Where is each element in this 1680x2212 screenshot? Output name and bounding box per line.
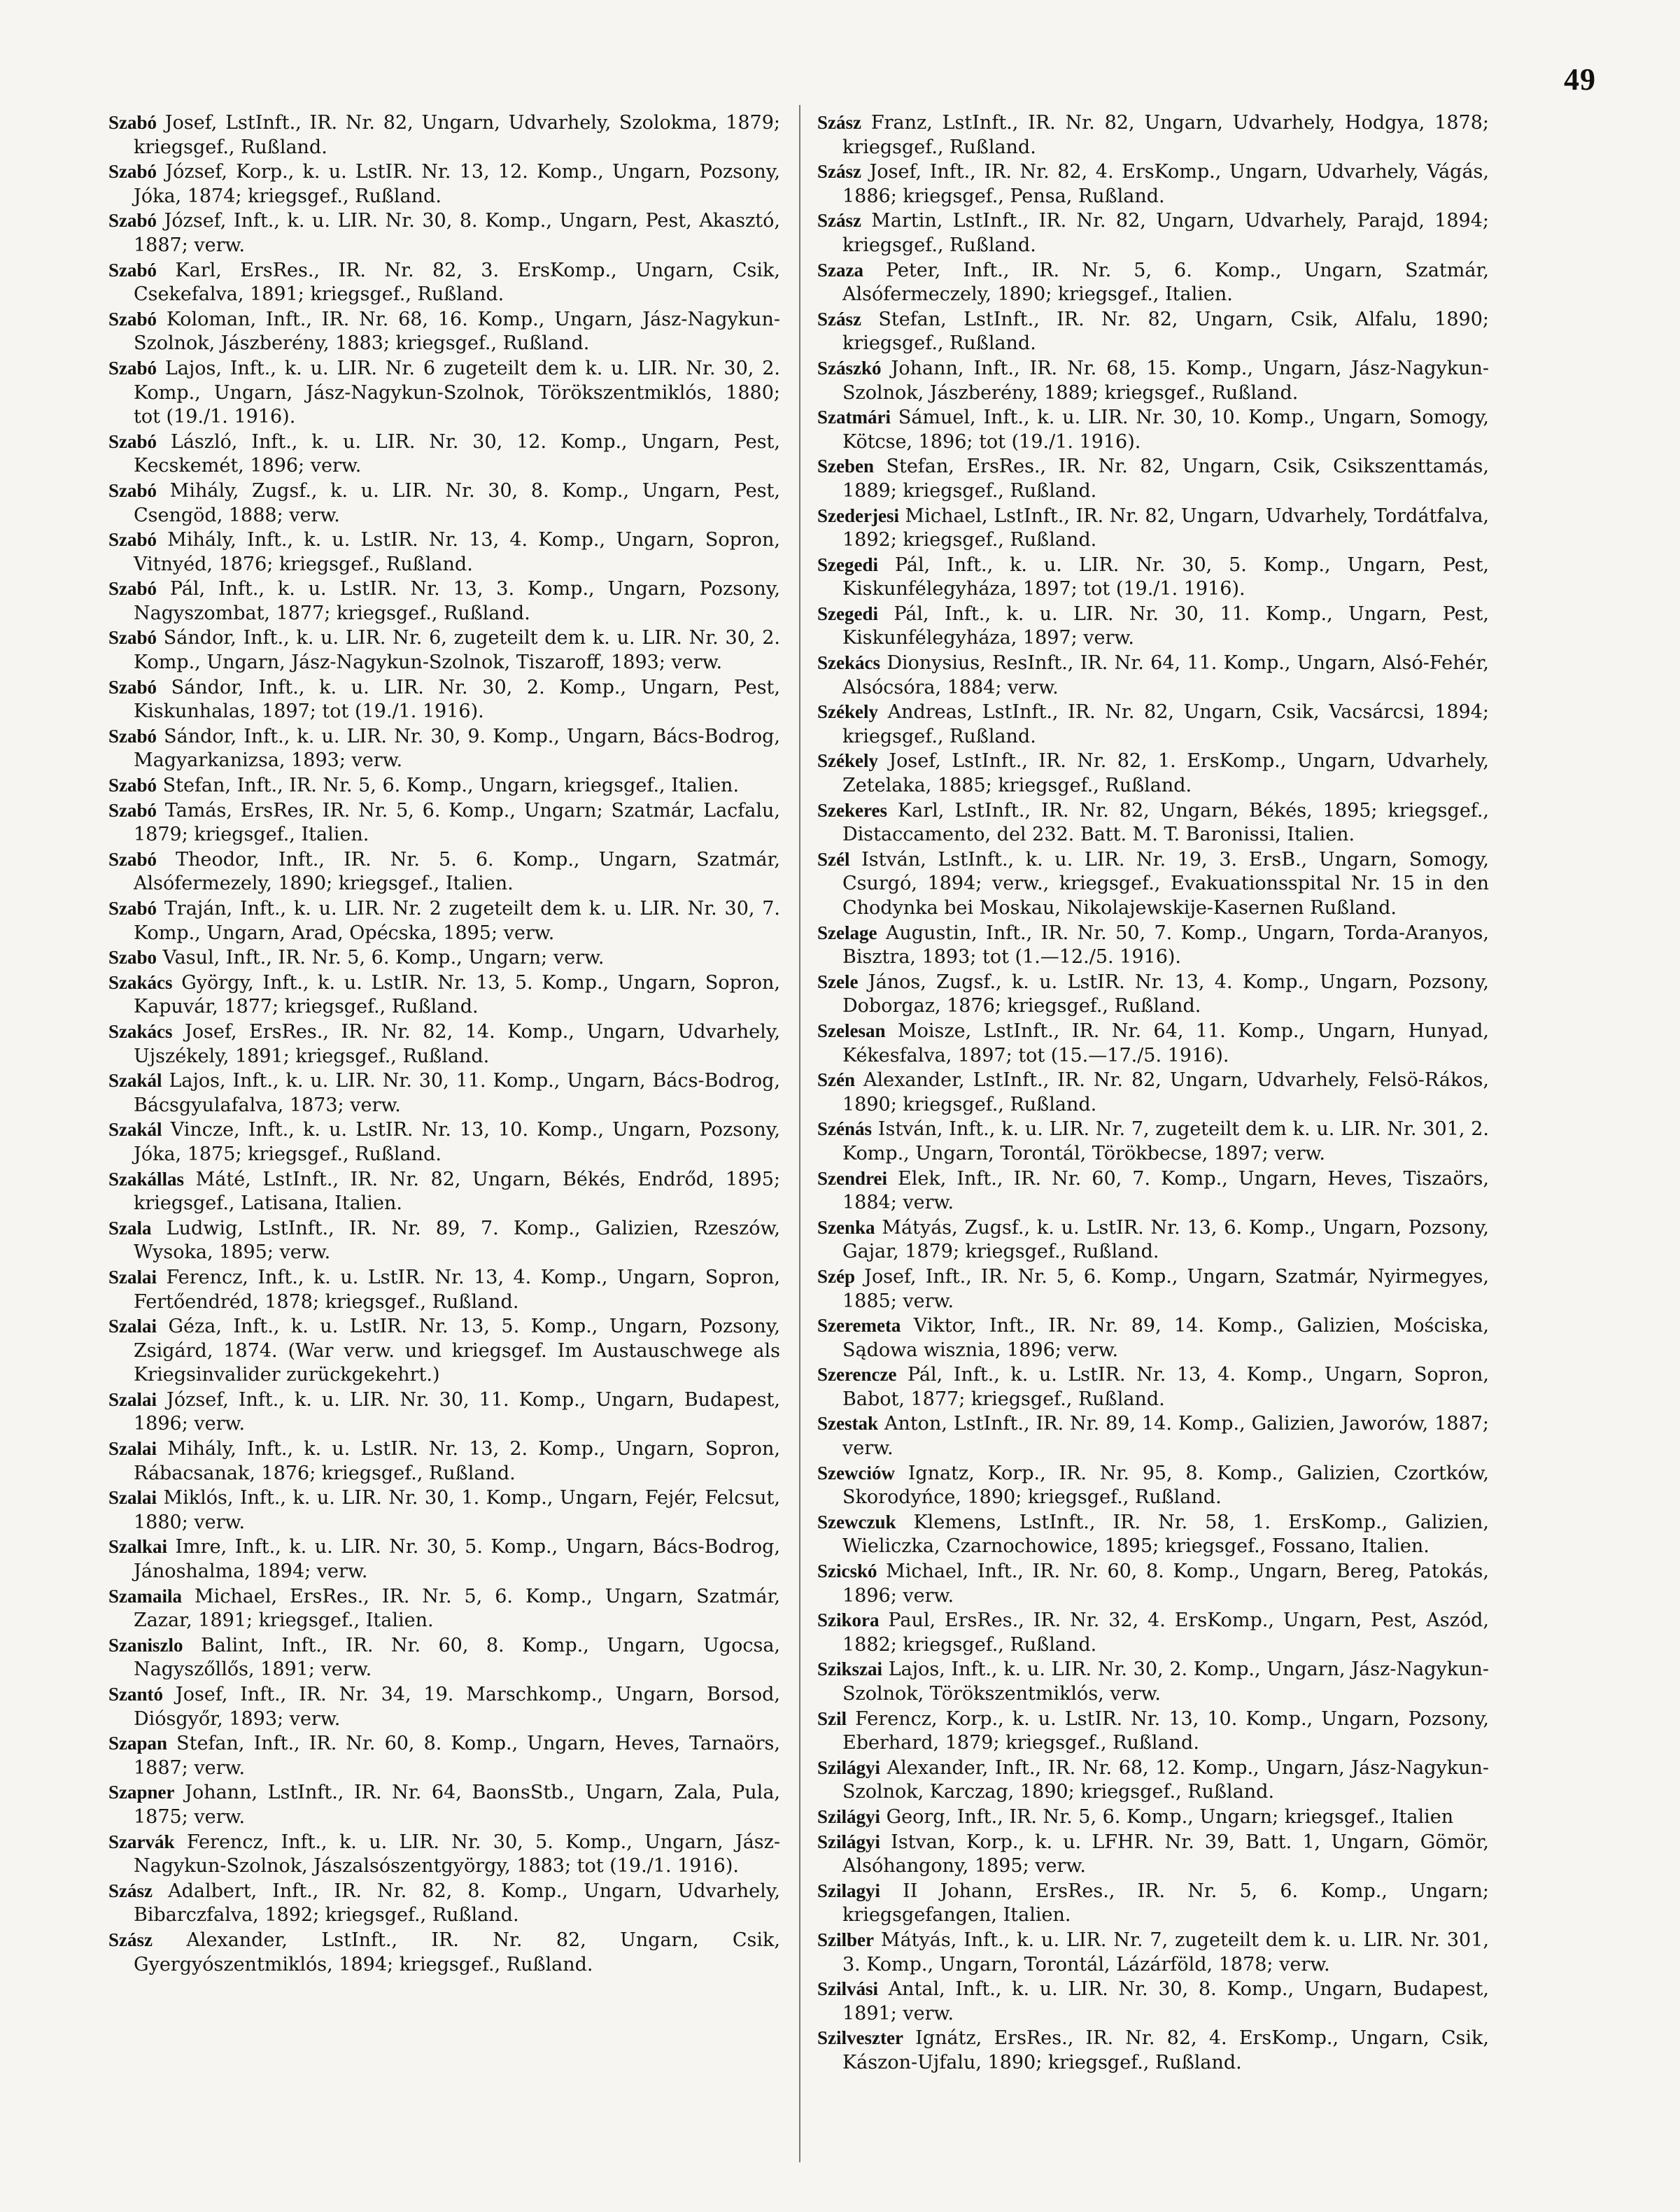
register-entry xyxy=(817,1461,1489,1510)
register-entry xyxy=(817,651,1489,700)
entry-surname: Szatmári xyxy=(817,407,891,428)
register-entry xyxy=(108,1879,780,1928)
register-entry xyxy=(108,1682,780,1731)
register-entry xyxy=(108,1780,780,1829)
entry-surname: Szabó xyxy=(108,725,157,747)
entry-details: Stefan, Inft., IR. Nr. 5, 6. Komp., Ungarn, kriegsgef., Italien. xyxy=(157,775,740,797)
entry-surname: Szászkó xyxy=(817,357,882,379)
entry-details: Elek, Inft., IR. Nr. 60, 7. Komp., Ungarn, Heves, Tiszaörs, 1884; verw. xyxy=(842,1167,1489,1214)
page-number: 49 xyxy=(1564,62,1596,97)
register-entry xyxy=(108,577,780,626)
entry-details: Stefan, Inft., IR. Nr. 60, 8. Komp., Ungarn, Heves, Tarnaörs, 1887; verw. xyxy=(134,1733,780,1779)
register-entry xyxy=(817,356,1489,405)
entry-details: József, Korp., k. u. LstIR. Nr. 13, 12. Komp., Ungarn, Pozsony, Jóka, 1874; kriegsgef., Rußland. xyxy=(134,161,780,207)
register-entry xyxy=(817,553,1489,602)
register-entry xyxy=(817,1019,1489,1068)
register-entry xyxy=(108,1633,780,1682)
entry-details: Alexander, LstInft., IR. Nr. 82, Ungarn, Csik, Gyergyószentmiklós, 1894; kriegsgef., Rußland. xyxy=(134,1929,780,1975)
entry-surname: Szegedi xyxy=(817,603,878,624)
entry-surname: Szelesan xyxy=(817,1020,886,1041)
register-entry xyxy=(817,1264,1489,1313)
entry-details: György, Inft., k. u. LstIR. Nr. 13, 5. Komp., Ungarn, Sopron, Kapuvár, 1877; kriegsgef., Rußland. xyxy=(134,971,780,1018)
entry-details: Mihály, Inft., k. u. LstIR. Nr. 13, 4. Komp., Ungarn, Sopron, Vitnyéd, 1876; kriegsgef., Rußland. xyxy=(134,529,780,575)
entry-surname: Szaniszlo xyxy=(108,1634,183,1656)
entry-details: Andreas, LstInft., IR. Nr. 82, Ungarn, Csik, Vacsárcsi, 1894; kriegsgef., Rußland. xyxy=(842,701,1489,747)
entry-surname: Szilvási xyxy=(817,1978,879,2000)
entry-details: Koloman, Inft., IR. Nr. 68, 16. Komp., Ungarn, Jász-Nagykun-Szolnok, Jászberény, 1883; kriegsgef., Rußland. xyxy=(134,308,780,355)
entry-surname: Szalai xyxy=(108,1266,157,1288)
entry-surname: Szamaila xyxy=(108,1585,182,1607)
register-entry xyxy=(108,1928,780,1977)
entry-details: Augustin, Inft., IR. Nr. 50, 7. Komp., Ungarn, Torda-Aranyos, Bisztra, 1893; tot (1.—12./5. 1916). xyxy=(842,922,1489,968)
register-entry xyxy=(817,1830,1489,1879)
entry-details: Mihály, Inft., k. u. LstIR. Nr. 13, 2. Komp., Ungarn, Sopron, Rábacsanak, 1876; kriegsgef., Rußland. xyxy=(134,1438,780,1484)
entry-details: Géza, Inft., k. u. LstIR. Nr. 13, 5. Komp., Ungarn, Pozsony, Zsigárd, 1874. (War verw. und kriegsgef. Im Austauschwege als Kriegsinvalider zurückgekehrt.) xyxy=(134,1316,780,1386)
entry-details: Martin, LstInft., IR. Nr. 82, Ungarn, Udvarhely, Parajd, 1894; kriegsgef., Rußland. xyxy=(842,210,1489,256)
entry-details: Johann, LstInft., IR. Nr. 64, BaonsStb., Ungarn, Zala, Pula, 1875; verw. xyxy=(134,1782,780,1828)
entry-surname: Szabó xyxy=(108,529,157,551)
entry-surname: Szerencze xyxy=(817,1364,897,1386)
entry-surname: Szabó xyxy=(108,775,157,796)
register-entry xyxy=(817,921,1489,970)
entry-details: Ferencz, Korp., k. u. LstIR. Nr. 13, 10. Komp., Ungarn, Pozsony, Eberhard, 1879; kriegsgef., Rußland. xyxy=(842,1707,1489,1754)
entry-surname: Szilveszter xyxy=(817,2027,903,2049)
entry-surname: Szabó xyxy=(108,676,157,698)
entry-surname: Székely xyxy=(817,701,878,723)
entry-details: Ignatz, Korp., IR. Nr. 95, 8. Komp., Galizien, Czortków, Skorodyńce, 1890; kriegsgef., Rußland. xyxy=(842,1462,1489,1509)
register-entry xyxy=(108,1437,780,1486)
entry-surname: Szakács xyxy=(108,1020,173,1042)
entry-surname: Szilágyi xyxy=(817,1805,881,1827)
register-entry xyxy=(817,209,1489,258)
entry-details: Viktor, Inft., IR. Nr. 89, 14. Komp., Galizien, Mościska, Sądowa wisznia, 1896; verw. xyxy=(842,1315,1489,1361)
entry-details: Istvan, Korp., k. u. LFHR. Nr. 39, Batt. 1, Ungarn, Gömör, Alsóhangony, 1895; verw. xyxy=(842,1831,1489,1878)
register-entry xyxy=(108,528,780,577)
register-entry xyxy=(817,1928,1489,1977)
entry-surname: Szalai xyxy=(108,1388,157,1410)
entry-surname: Szabó xyxy=(108,161,157,183)
entry-details: Pál, Inft., k. u. LIR. Nr. 30, 5. Komp., Ungarn, Pest, Kiskunfélegyháza, 1897; tot (19./1. 1916). xyxy=(842,554,1489,600)
entry-details: Josef, LstInft., IR. Nr. 82, Ungarn, Udvarhely, Szolokma, 1879; kriegsgef., Rußland. xyxy=(134,112,780,158)
register-entry xyxy=(817,160,1489,209)
entry-surname: Szabó xyxy=(108,898,157,919)
register-entry xyxy=(108,1314,780,1388)
register-entry xyxy=(108,945,780,971)
entry-details: Peter, Inft., IR. Nr. 5, 6. Komp., Ungarn, Szatmár, Alsófermeczely, 1890; kriegsgef., Italien. xyxy=(842,259,1489,306)
register-entry xyxy=(108,356,780,430)
register-entry xyxy=(108,1167,780,1216)
entry-surname: Szalkai xyxy=(108,1536,168,1558)
entry-details: Pál, Inft., k. u. LIR. Nr. 30, 11. Komp., Ungarn, Pest, Kiskunfélegyháza, 1897; verw. xyxy=(842,603,1489,649)
register-entry xyxy=(817,1707,1489,1756)
entry-details: Sándor, Inft., k. u. LIR. Nr. 6, zugeteilt dem k. u. LIR. Nr. 30, 2. Komp., Ungarn, Jász-Nagykun-Szolnok, Tiszaroff, 1893; verw. xyxy=(134,627,780,674)
register-entry xyxy=(108,971,780,1020)
register-entry xyxy=(108,1216,780,1265)
entry-details: Máté, LstInft., IR. Nr. 82, Ungarn, Békés, Endrőd, 1895; kriegsgef., Latisana, Italien. xyxy=(134,1168,780,1215)
register-entry xyxy=(817,1167,1489,1216)
entry-details: Moisze, LstInft., IR. Nr. 64, 11. Komp., Ungarn, Hunyad, Kékesfalva, 1897; tot (15.—17./5. 1916). xyxy=(842,1020,1489,1066)
entry-surname: Szestak xyxy=(817,1413,878,1435)
entry-surname: Szilagyi xyxy=(817,1880,881,1901)
register-entry xyxy=(108,773,780,798)
entry-surname: Szapner xyxy=(108,1782,175,1803)
entry-details: Vincze, Inft., k. u. LstIR. Nr. 13, 10. Komp., Ungarn, Pozsony, Jóka, 1875; kriegsgef., Rußland. xyxy=(134,1119,780,1165)
entry-surname: Szele xyxy=(817,971,859,992)
entry-surname: Szabó xyxy=(108,357,157,379)
entry-details: István, LstInft., k. u. LIR. Nr. 19, 3. ErsB., Ungarn, Somogy, Csurgó, 1894; verw., kriegsgef., Evakuationsspital Nr. 15 in den Chodynka bei Moskau, Nikolajewskije-Kasernen Rußland. xyxy=(842,848,1489,919)
register-entry xyxy=(817,504,1489,553)
register-entry xyxy=(108,307,780,356)
entry-details: Theodor, Inft., IR. Nr. 5. 6. Komp., Ungarn, Szatmár, Alsófermezely, 1890; kriegsgef., Italien. xyxy=(134,848,780,895)
register-entry xyxy=(108,1535,780,1584)
register-entry xyxy=(108,724,780,773)
column-divider xyxy=(799,105,800,2162)
register-entry xyxy=(108,1118,780,1167)
register-entry xyxy=(817,1608,1489,1657)
register-entry xyxy=(817,111,1489,160)
entry-details: II Johann, ErsRes., IR. Nr. 5, 6. Komp., Ungarn; kriegsgefangen, Italien. xyxy=(842,1880,1489,1926)
entry-surname: Szeben xyxy=(817,456,874,477)
entry-surname: Szakács xyxy=(108,971,173,993)
entry-surname: Szederjesi xyxy=(817,505,899,526)
register-entry xyxy=(108,209,780,258)
register-entry xyxy=(817,1313,1489,1362)
entry-details: Traján, Inft., k. u. LIR. Nr. 2 zugeteilt dem k. u. LIR. Nr. 30, 7. Komp., Ungarn, Arad, Opécska, 1895; verw. xyxy=(134,898,780,944)
register-entry xyxy=(817,2026,1489,2075)
register-entry xyxy=(108,1265,780,1314)
register-entry xyxy=(817,1657,1489,1706)
register-entry xyxy=(108,675,780,724)
register-entry xyxy=(108,798,780,847)
register-entry xyxy=(817,700,1489,749)
register-entry xyxy=(817,1362,1489,1411)
entry-details: Michael, LstInft., IR. Nr. 82, Ungarn, Udvarhely, Tordátfalva, 1892; kriegsgef., Rußland. xyxy=(842,505,1489,551)
register-entry xyxy=(817,1805,1489,1830)
entry-details: Imre, Inft., k. u. LIR. Nr. 30, 5. Komp., Ungarn, Bács-Bodrog, Jánoshalma, 1894; verw. xyxy=(134,1536,780,1583)
entry-details: Lajos, Inft., k. u. LIR. Nr. 30, 2. Komp., Ungarn, Jász-Nagykun-Szolnok, Törökszentmiklós, verw. xyxy=(842,1658,1489,1705)
entry-details: Stefan, LstInft., IR. Nr. 82, Ungarn, Csik, Alfalu, 1890; kriegsgef., Rußland. xyxy=(842,308,1489,355)
entry-surname: Szász xyxy=(817,210,861,232)
register-entry xyxy=(108,160,780,209)
entry-details: Stefan, ErsRes., IR. Nr. 82, Ungarn, Csik, Csikszenttamás, 1889; kriegsgef., Rußland. xyxy=(842,456,1489,502)
register-entry xyxy=(817,749,1489,798)
entry-details: Alexander, LstInft., IR. Nr. 82, Ungarn, Udvarhely, Felsö-Rákos, 1890; kriegsgef., Rußland. xyxy=(842,1069,1489,1115)
entry-details: Anton, LstInft., IR. Nr. 89, 14. Komp., Galizien, Jaworów, 1887; verw. xyxy=(842,1413,1489,1460)
entry-details: Mátyás, Zugsf., k. u. LstIR. Nr. 13, 6. Komp., Ungarn, Pozsony, Gajar, 1879; kriegsgef., Rußland. xyxy=(842,1216,1489,1263)
entry-details: János, Zugsf., k. u. LstIR. Nr. 13, 4. Komp., Ungarn, Pozsony, Doborgaz, 1876; kriegsgef., Rußland. xyxy=(842,971,1489,1017)
entry-surname: Szász xyxy=(108,1880,153,1901)
register-entry xyxy=(108,847,780,896)
entry-surname: Szakál xyxy=(108,1070,162,1092)
entry-details: Franz, LstInft., IR. Nr. 82, Ungarn, Udvarhely, Hodgya, 1878; kriegsgef., Rußland. xyxy=(842,112,1489,158)
register-entry xyxy=(108,1830,780,1879)
entry-surname: Szendrei xyxy=(817,1167,887,1189)
entry-details: Josef, Inft., IR. Nr. 5, 6. Komp., Ungarn, Szatmár, Nyirmegyes, 1885; verw. xyxy=(842,1265,1489,1312)
entry-details: Sámuel, Inft., k. u. LIR. Nr. 30, 10. Komp., Ungarn, Somogy, Kötcse, 1896; tot (19./1. 1916). xyxy=(842,407,1489,453)
register-entry xyxy=(108,626,780,675)
entry-surname: Szász xyxy=(817,308,861,330)
right-column xyxy=(817,111,1489,2182)
entry-details: József, Inft., k. u. LIR. Nr. 30, 8. Komp., Ungarn, Pest, Akasztó, 1887; verw. xyxy=(134,210,780,256)
entry-surname: Szabó xyxy=(108,430,157,452)
entry-surname: Szakállas xyxy=(108,1168,185,1190)
entry-details: Alexander, Inft., IR. Nr. 68, 12. Komp., Ungarn, Jász-Nagykun-Szolnok, Karczag, 1890; kriegsgef., Rußland. xyxy=(842,1756,1489,1803)
entry-surname: Szép xyxy=(817,1265,855,1287)
entry-details: Klemens, LstInft., IR. Nr. 58, 1. ErsKomp., Galizien, Wieliczka, Czarnochowice, 1895; kriegsgef., Fossano, Italien. xyxy=(842,1511,1489,1558)
register-entry xyxy=(817,1068,1489,1117)
entry-surname: Szarvák xyxy=(108,1831,175,1852)
register-entry xyxy=(108,479,780,528)
entry-details: Karl, ErsRes., IR. Nr. 82, 3. ErsKomp., Ungarn, Csik, Csekefalva, 1891; kriegsgef., Rußland. xyxy=(134,259,780,306)
entry-surname: Szénás xyxy=(817,1118,873,1140)
entry-details: Pál, Inft., k. u. LstIR. Nr. 13, 3. Komp., Ungarn, Pozsony, Nagyszombat, 1877; kriegsgef., Rußland. xyxy=(134,578,780,624)
entry-details: Vasul, Inft., IR. Nr. 5, 6. Komp., Ungarn; verw. xyxy=(157,947,605,969)
entry-surname: Szekács xyxy=(817,652,880,674)
entry-details: Tamás, ErsRes, IR. Nr. 5, 6. Komp., Ungarn; Szatmár, Lacfalu, 1879; kriegsgef., Italien. xyxy=(134,799,780,846)
entry-details: Ludwig, LstInft., IR. Nr. 89, 7. Komp., Galizien, Rzeszów, Wysoka, 1895; verw. xyxy=(134,1217,780,1264)
entry-details: Josef, Inft., IR. Nr. 34, 19. Marschkomp., Ungarn, Borsod, Diósgyőr, 1893; verw. xyxy=(134,1684,780,1730)
entry-surname: Szilágyi xyxy=(817,1756,881,1778)
entry-details: Mihály, Zugsf., k. u. LIR. Nr. 30, 8. Komp., Ungarn, Pest, Csengöd, 1888; verw. xyxy=(134,479,780,526)
register-entry xyxy=(817,1216,1489,1264)
entry-surname: Szikszai xyxy=(817,1658,883,1680)
entry-details: Ignátz, ErsRes., IR. Nr. 82, 4. ErsKomp., Ungarn, Csik, Kászon-Ujfalu, 1890; kriegsgef., Rußland. xyxy=(842,2027,1489,2073)
entry-details: Ferencz, Inft., k. u. LIR. Nr. 30, 5. Komp., Ungarn, Jász-Nagykun-Szolnok, Jászalsószentgyörgy, 1883; tot (19./1. 1916). xyxy=(134,1831,780,1878)
entry-surname: Szabó xyxy=(108,848,157,870)
register-entry xyxy=(108,430,780,479)
entry-details: József, Inft., k. u. LIR. Nr. 30, 11. Komp., Ungarn, Budapest, 1896; verw. xyxy=(134,1388,780,1435)
register-entry xyxy=(817,1411,1489,1460)
entry-surname: Szegedi xyxy=(817,554,878,575)
entry-details: Miklós, Inft., k. u. LIR. Nr. 30, 1. Komp., Ungarn, Fejér, Felcsut, 1880; verw. xyxy=(134,1487,780,1533)
entry-surname: Szenka xyxy=(817,1216,875,1238)
entry-surname: Szewczuk xyxy=(817,1511,896,1533)
entry-surname: Szewciów xyxy=(817,1462,895,1484)
register-entry xyxy=(817,307,1489,356)
entry-details: Michael, ErsRes., IR. Nr. 5, 6. Komp., Ungarn, Szatmár, Zazar, 1891; kriegsgef., Italien. xyxy=(134,1585,780,1632)
register-entry xyxy=(817,798,1489,847)
entry-details: Lajos, Inft., k. u. LIR. Nr. 6 zugeteilt dem k. u. LIR. Nr. 30, 2. Komp., Ungarn, Jász-Nagykun-Szolnok, Törökszentmiklós, 1880; tot (19./1. 1916). xyxy=(134,357,780,428)
entry-surname: Szén xyxy=(817,1069,855,1091)
entry-surname: Szapan xyxy=(108,1733,168,1754)
entry-details: Sándor, Inft., k. u. LIR. Nr. 30, 9. Komp., Ungarn, Bács-Bodrog, Magyarkanizsa, 1893; verw. xyxy=(134,725,780,772)
entry-details: Lajos, Inft., k. u. LIR. Nr. 30, 11. Komp., Ungarn, Bács-Bodrog, Bácsgyulafalva, 1873; verw. xyxy=(134,1070,780,1116)
entry-surname: Szász xyxy=(817,161,861,183)
register-entry xyxy=(108,1731,780,1780)
entry-surname: Szabó xyxy=(108,578,157,600)
entry-details: Mátyás, Inft., k. u. LIR. Nr. 7, zugeteilt dem k. u. LIR. Nr. 301, 3. Komp., Ungarn, Torontál, Lázárföld, 1878; verw. xyxy=(842,1929,1489,1975)
register-entry xyxy=(817,1756,1489,1805)
register-entry xyxy=(817,970,1489,1019)
entry-surname: Szabó xyxy=(108,210,157,232)
register-entry xyxy=(108,258,780,307)
entry-surname: Szabó xyxy=(108,259,157,281)
register-entry xyxy=(817,1879,1489,1928)
entry-surname: Szilber xyxy=(817,1929,874,1950)
entry-surname: Szeremeta xyxy=(817,1315,901,1337)
register-entry xyxy=(817,405,1489,454)
entry-details: Pál, Inft., k. u. LstIR. Nr. 13, 4. Komp., Ungarn, Sopron, Babot, 1877; kriegsgef., Rußland. xyxy=(842,1364,1489,1410)
entry-surname: Szabó xyxy=(108,799,157,821)
entry-surname: Szaza xyxy=(817,259,863,281)
register-entry xyxy=(817,258,1489,307)
entry-surname: Szász xyxy=(108,1929,153,1950)
entry-details: László, Inft., k. u. LIR. Nr. 30, 12. Komp., Ungarn, Pest, Kecskemét, 1896; verw. xyxy=(134,430,780,477)
entry-surname: Szabo xyxy=(108,947,157,968)
entry-surname: Szabó xyxy=(108,627,157,649)
entry-details: István, Inft., k. u. LIR. Nr. 7, zugeteilt dem k. u. LIR. Nr. 301, 2. Komp., Ungarn, Torontál, Törökbecse, 1897; verw. xyxy=(842,1118,1489,1164)
entry-surname: Székely xyxy=(817,750,878,772)
entry-details: Josef, ErsRes., IR. Nr. 82, 14. Komp., Ungarn, Udvarhely, Ujszékely, 1891; kriegsgef., Rußland. xyxy=(134,1020,780,1067)
entry-details: Sándor, Inft., k. u. LIR. Nr. 30, 2. Komp., Ungarn, Pest, Kiskunhalas, 1897; tot (19./1. 1916). xyxy=(134,676,780,723)
register-entry xyxy=(817,454,1489,503)
register-entry xyxy=(108,1020,780,1069)
left-column xyxy=(108,111,780,2182)
entry-surname: Szekeres xyxy=(817,799,887,821)
entry-surname: Szalai xyxy=(108,1438,157,1460)
entry-details: Josef, LstInft., IR. Nr. 82, 1. ErsKomp., Ungarn, Udvarhely, Zetelaka, 1885; kriegsgef., Rußland. xyxy=(842,750,1489,797)
register-entry xyxy=(108,896,780,945)
entry-surname: Szakál xyxy=(108,1119,162,1141)
register-entry xyxy=(817,1977,1489,2026)
entry-surname: Szala xyxy=(108,1217,152,1239)
register-entry xyxy=(817,1559,1489,1608)
register-entry xyxy=(108,1388,780,1437)
entry-details: Karl, LstInft., IR. Nr. 82, Ungarn, Békés, 1895; kriegsgef., Distaccamento, del 232. Batt. M. T. Baronissi, Italien. xyxy=(842,799,1489,846)
register-entry xyxy=(817,602,1489,651)
register-entry xyxy=(108,1584,780,1633)
entry-surname: Szil xyxy=(817,1707,847,1729)
entry-details: Ferencz, Inft., k. u. LstIR. Nr. 13, 4. Komp., Ungarn, Sopron, Fertőendréd, 1878; kriegsgef., Rußland. xyxy=(134,1266,780,1313)
entry-surname: Szabó xyxy=(108,112,157,133)
register-entry xyxy=(108,1069,780,1118)
entry-surname: Szél xyxy=(817,848,850,870)
entry-details: Michael, Inft., IR. Nr. 60, 8. Komp., Ungarn, Bereg, Patokás, 1896; verw. xyxy=(842,1561,1489,1607)
entry-surname: Szalai xyxy=(108,1316,157,1337)
register-entry xyxy=(108,1486,780,1535)
entry-surname: Szász xyxy=(817,112,861,133)
entry-details: Balint, Inft., IR. Nr. 60, 8. Komp., Ungarn, Ugocsa, Nagyszőllős, 1891; verw. xyxy=(134,1634,780,1681)
register-entry xyxy=(817,847,1489,921)
entry-surname: Szalai xyxy=(108,1487,157,1509)
register-entry xyxy=(817,1510,1489,1559)
entry-details: Adalbert, Inft., IR. Nr. 82, 8. Komp., Ungarn, Udvarhely, Bibarczfalva, 1892; kriegsgef., Rußland. xyxy=(134,1880,780,1926)
entry-surname: Szabó xyxy=(108,479,157,501)
entry-surname: Szikora xyxy=(817,1609,880,1631)
entry-details: Antal, Inft., k. u. LIR. Nr. 30, 8. Komp., Ungarn, Budapest, 1891; verw. xyxy=(842,1978,1489,2024)
register-entry xyxy=(817,1117,1489,1166)
register-entry xyxy=(108,111,780,160)
entry-details: Dionysius, ResInft., IR. Nr. 64, 11. Komp., Ungarn, Alsó-Fehér, Alsócsóra, 1884; verw. xyxy=(842,652,1489,698)
entry-surname: Szantó xyxy=(108,1684,164,1705)
entry-details: Josef, Inft., IR. Nr. 82, 4. ErsKomp., Ungarn, Udvarhely, Vágás, 1886; kriegsgef., Pensa, Rußland. xyxy=(842,161,1489,207)
entry-surname: Szicskó xyxy=(817,1561,877,1582)
entry-details: Johann, Inft., IR. Nr. 68, 15. Komp., Ungarn, Jász-Nagykun-Szolnok, Jászberény, 1889; kriegsgef., Rußland. xyxy=(842,357,1489,404)
entry-surname: Szelage xyxy=(817,922,877,943)
entry-details: Paul, ErsRes., IR. Nr. 32, 4. ErsKomp., Ungarn, Pest, Aszód, 1882; kriegsgef., Rußland. xyxy=(842,1609,1489,1656)
entry-surname: Szabó xyxy=(108,308,157,330)
entry-details: Georg, Inft., IR. Nr. 5, 6. Komp., Ungarn; kriegsgef., Italien xyxy=(880,1805,1454,1828)
entry-surname: Szilágyi xyxy=(817,1831,881,1852)
